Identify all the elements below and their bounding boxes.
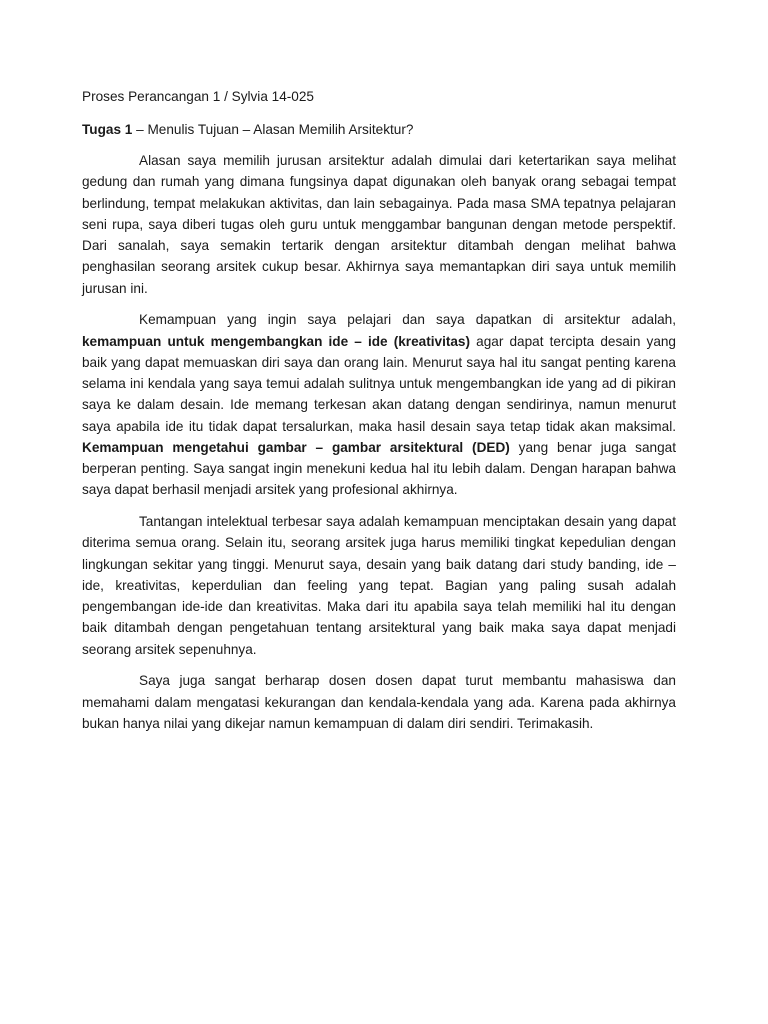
paragraph-skills-bold-1: kemampuan untuk mengembangkan ide – ide (kreativitas) bbox=[82, 333, 471, 349]
paragraph-skills-text-2: agar dapat tercipta desain yang baik yang dapat memuaskan diri saya dan orang lain. Menurut saya hal itu sangat penting karena selama ini kendala yang saya temui adalah sulitnya untuk mengembangkan ide yang ad di pikiran saya ke dalam desain. Ide memang terkesan akan datang dengan sendirinya, namun menurut saya apabila ide itu tidak dapat tersalurkan, maka hasil desain saya tetap tidak akan maksimal. bbox=[82, 333, 676, 434]
paragraph-challenge: Tantangan intelektual terbesar saya adalah kemampuan menciptakan desain yang dapat diterima semua orang. Selain itu, seorang arsitek juga harus memiliki tingkat kepedulian dengan lingkungan sekitar yang tinggi. Menurut saya, desain yang baik datang dari study banding, ide – ide, kreativitas, keperdulian dan feeling yang tepat. Bagian yang paling susah adalah pengembangan ide-ide dan kreativitas. Maka dari itu apabila saya telah memiliki hal itu dengan baik ditambah dengan pengetahuan tentang arsitektural yang baik maka saya dapat menjadi seorang arsitek sepenuhnya. bbox=[82, 514, 676, 657]
document-header: Proses Perancangan 1 / Sylvia 14-025 bbox=[82, 89, 314, 104]
paragraph-skills-text-3: yang benar juga sangat berperan penting. Saya sangat ingin menekuni kedua hal itu lebih dalam. Dengan harapan bahwa saya dapat berhasil menjadi arsitek yang profesional akhirnya. bbox=[82, 439, 676, 498]
paragraph-skills-text-1: Kemampuan yang ingin saya pelajari dan saya dapatkan di arsitektur adalah, bbox=[139, 312, 676, 328]
paragraph-closing: Saya juga sangat berharap dosen dosen dapat turut membantu mahasiswa dan memahami dalam mengatasi kekurangan dan kendala-kendala yang ada. Karena pada akhirnya bukan hanya nilai yang dikejar namun kemampuan di dalam diri sendiri. Terimakasih. bbox=[82, 673, 676, 731]
task-label: Tugas 1 bbox=[82, 122, 133, 137]
paragraph-reason: Alasan saya memilih jurusan arsitektur adalah dimulai dari ketertarikan saya melihat gedung dan rumah yang dimana fungsinya dapat digunakan oleh banyak orang sebagai tempat berlindung, tempat melakukan aktivitas, dan lain sebagainya. Pada masa SMA tepatnya pelajaran seni rupa, saya diberi tugas oleh guru untuk menggambar bangunan dengan metode perspektif. Dari sanalah, saya semakin tertarik dengan arsitektur ditambah dengan melihat bahwa penghasilan seorang arsitek cukup besar. Akhirnya saya memantapkan diri saya untuk memilih jurusan ini. bbox=[82, 153, 676, 296]
task-title: – Menulis Tujuan – Alasan Memilih Arsitektur? bbox=[132, 122, 414, 137]
paragraph-skills bbox=[82, 309, 676, 500]
paragraph-skills-bold-2: Kemampuan mengetahui gambar – gambar arsitektural (DED) bbox=[82, 439, 510, 455]
task-heading bbox=[82, 119, 676, 140]
document-page bbox=[82, 86, 676, 734]
